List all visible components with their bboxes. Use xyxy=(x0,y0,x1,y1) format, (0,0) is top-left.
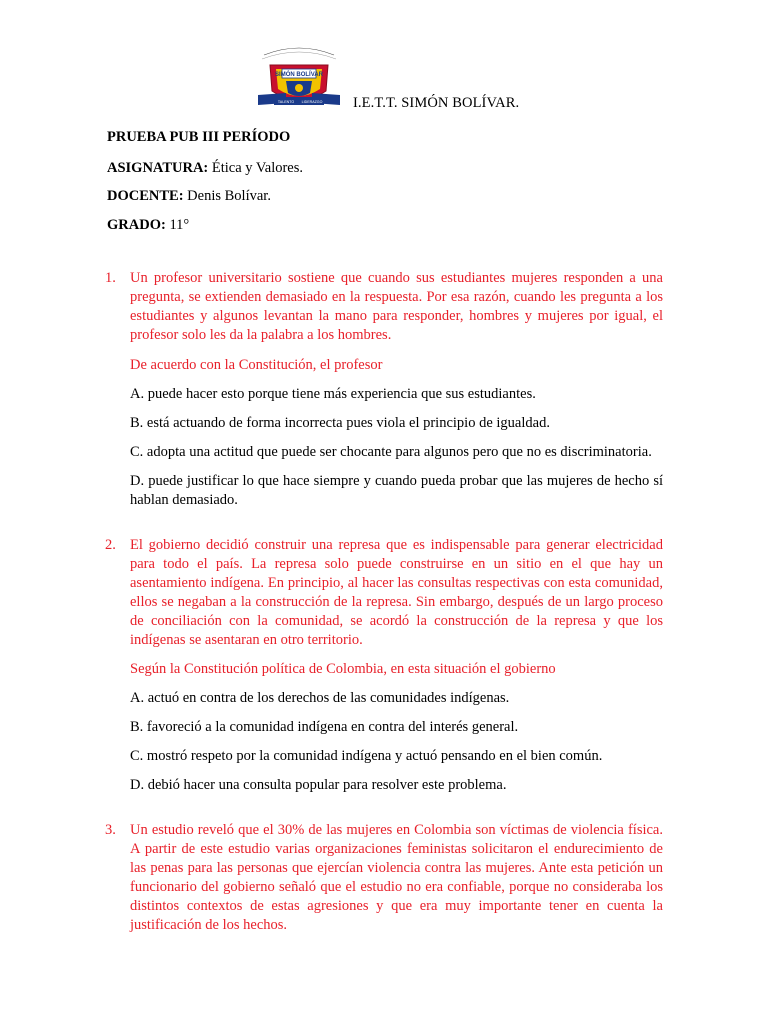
question-stem: El gobierno decidió construir una represa que es indispensable para generar electricidad para todo el país. La represa solo puede construirse en un sitio en el que hay un asentamiento indígena. En principio, al hacer las consultas respectivas con esta comunidad, ellos se negaban a la construcción de la represa. Sin embargo, después de un largo proceso de conciliación con la comunidad, se acordó la construcción de la represa y que los indígenas se asentaran en otro territorio. xyxy=(130,537,663,648)
option-a: A. puede hacer esto porque tiene más experiencia que sus estudiantes. xyxy=(130,386,536,402)
grade-line xyxy=(107,217,189,234)
teacher-label: DOCENTE: xyxy=(107,188,184,204)
question-stem: Un estudio reveló que el 30% de las mujeres en Colombia son víctimas de violencia física. A partir de este estudio varias organizaciones feministas solicitaron el endurecimiento de las penas para las personas que ejercían violencia contra las mujeres. Ante esta petición un funcionario del gobierno señaló que el estudio no era confiable, porque no consideraba los distintos contextos de estas agresiones y que era muy importante tener en cuenta la justificación de los hechos. xyxy=(130,822,663,933)
subject-value: Ética y Valores. xyxy=(211,160,304,176)
subject-label: ASIGNATURA: xyxy=(107,160,209,176)
grade-label: GRADO: xyxy=(107,217,166,233)
question-1 xyxy=(105,269,663,510)
question-number: 1. xyxy=(105,270,116,286)
school-logo xyxy=(256,47,342,115)
exam-title-text: PRUEBA PUB III PERÍODO xyxy=(107,129,291,145)
school-name: I.E.T.T. SIMÓN BOLÍVAR. xyxy=(353,95,520,111)
question-number: 3. xyxy=(105,822,116,838)
option-b: B. está actuando de forma incorrecta pues viola el principio de igualdad. xyxy=(130,415,550,431)
option-d: D. debió hacer una consulta popular para resolver este problema. xyxy=(130,777,507,793)
question-prompt: De acuerdo con la Constitución, el profesor xyxy=(130,357,383,373)
exam-title xyxy=(107,129,290,146)
option-b: B. favoreció a la comunidad indígena en contra del interés general. xyxy=(130,719,519,735)
question-stem: Un profesor universitario sostiene que cuando sus estudiantes mujeres responden a una pregunta, se extienden demasiado en la respuesta. Por esa razón, cuando les pregunta a los estudiantes y algunos levantan la mano para responder, hombres y mujeres por igual, el profesor solo les da la palabra a los hombres. xyxy=(130,270,663,343)
option-a: A. actuó en contra de los derechos de las comunidades indígenas. xyxy=(130,690,510,706)
grade-value: 11° xyxy=(169,217,190,233)
logo-ribbon-left: TALENTO xyxy=(277,100,295,104)
question-3 xyxy=(105,821,663,935)
subject-line xyxy=(107,160,303,177)
question-number: 2. xyxy=(105,537,116,553)
option-c: C. adopta una actitud que puede ser chocante para algunos pero que no es discriminatoria. xyxy=(130,444,652,460)
logo-ribbon-right: LIDERAZGO xyxy=(301,100,323,104)
teacher-line xyxy=(107,188,271,205)
logo-text: SIMÓN BOLÍVAR xyxy=(275,72,323,78)
option-c: C. mostró respeto por la comunidad indígena y actuó pensando en el bien común. xyxy=(130,748,603,764)
teacher-value: Denis Bolívar. xyxy=(187,188,271,204)
question-prompt: Según la Constitución política de Colombia, en esta situación el gobierno xyxy=(130,661,556,677)
question-2 xyxy=(105,536,663,795)
option-d: D. puede justificar lo que hace siempre y cuando pueda probar que las mujeres de hecho sí hablan demasiado. xyxy=(130,473,663,508)
